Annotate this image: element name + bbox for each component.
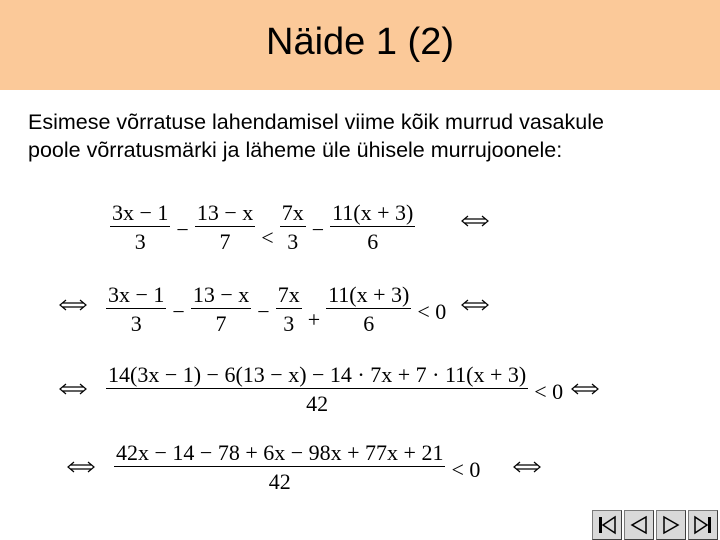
fraction — [326, 282, 411, 337]
left-right-double-arrow-icon — [460, 298, 490, 312]
denominator: 7 — [219, 229, 231, 255]
first-slide-button[interactable] — [592, 510, 622, 540]
numerator: 7x — [281, 200, 304, 225]
left-right-double-arrow-icon — [512, 460, 542, 474]
previous-slide-button[interactable] — [624, 510, 654, 540]
numerator: 11(x + 3) — [328, 282, 410, 307]
numerator: 11(x + 3) — [332, 200, 414, 225]
equation-4 — [112, 440, 484, 495]
operator: < 0 — [451, 456, 481, 482]
fraction-bar — [191, 308, 251, 309]
intro-line-2: poole võrratusmärki ja läheme üle ühisele murrujoonele: — [28, 138, 563, 162]
fraction-bar — [106, 388, 528, 389]
denominator: 6 — [363, 311, 375, 337]
fraction — [114, 440, 445, 495]
numerator: 3x − 1 — [112, 200, 169, 225]
denominator: 3 — [130, 311, 142, 337]
slide-navigation — [592, 510, 718, 540]
fraction — [280, 200, 306, 255]
denominator: 42 — [306, 391, 329, 417]
slide-title: Näide 1 (2) — [266, 20, 454, 63]
numerator: 14(3x − 1) − 6(13 − x) − 14 · 7x + 7 · 11(x + 3) — [108, 362, 527, 387]
left-right-double-arrow-icon — [460, 214, 490, 228]
operator: < 0 — [417, 298, 447, 324]
operator: − — [176, 216, 189, 242]
denominator: 7 — [215, 311, 227, 337]
denominator: 3 — [283, 311, 295, 337]
numerator: 42x − 14 − 78 + 6x − 98x + 77x + 21 — [116, 440, 444, 465]
fraction — [191, 282, 251, 337]
fraction-bar — [326, 308, 411, 309]
left-right-double-arrow-icon — [58, 298, 88, 312]
fraction-bar — [195, 226, 255, 227]
fraction — [330, 200, 415, 255]
left-right-double-arrow-icon — [570, 382, 600, 396]
fraction — [106, 362, 528, 417]
denominator: 3 — [287, 229, 299, 255]
operator: < — [261, 224, 274, 250]
operator: < 0 — [534, 378, 564, 404]
denominator: 42 — [268, 469, 291, 495]
operator: − — [257, 298, 270, 324]
previous-slide-icon — [628, 514, 650, 536]
denominator: 6 — [367, 229, 379, 255]
fraction — [276, 282, 302, 337]
numerator: 13 − x — [192, 282, 250, 307]
left-right-double-arrow-icon — [66, 460, 96, 474]
equation-2 — [104, 282, 450, 337]
operator: − — [172, 298, 185, 324]
denominator: 3 — [134, 229, 146, 255]
first-slide-icon — [596, 514, 618, 536]
equation-1 — [108, 200, 417, 255]
fraction-bar — [106, 308, 166, 309]
fraction — [106, 282, 166, 337]
numerator: 13 − x — [196, 200, 254, 225]
equation-3 — [104, 362, 567, 417]
last-slide-icon — [692, 514, 714, 536]
fraction — [195, 200, 255, 255]
numerator: 3x − 1 — [108, 282, 165, 307]
fraction — [110, 200, 170, 255]
next-slide-icon — [660, 514, 682, 536]
intro-text — [28, 108, 708, 164]
slide-title-bar — [0, 0, 720, 90]
next-slide-button[interactable] — [656, 510, 686, 540]
fraction-bar — [276, 308, 302, 309]
numerator: 7x — [277, 282, 300, 307]
intro-line-1: Esimese võrratuse lahendamisel viime kõik murrud vasakule — [28, 110, 604, 134]
operator: + — [307, 306, 321, 332]
left-right-double-arrow-icon — [58, 382, 88, 396]
fraction-bar — [110, 226, 170, 227]
last-slide-button[interactable] — [688, 510, 718, 540]
operator: − — [311, 216, 325, 242]
fraction-bar — [330, 226, 415, 227]
fraction-bar — [114, 466, 445, 467]
fraction-bar — [280, 226, 306, 227]
